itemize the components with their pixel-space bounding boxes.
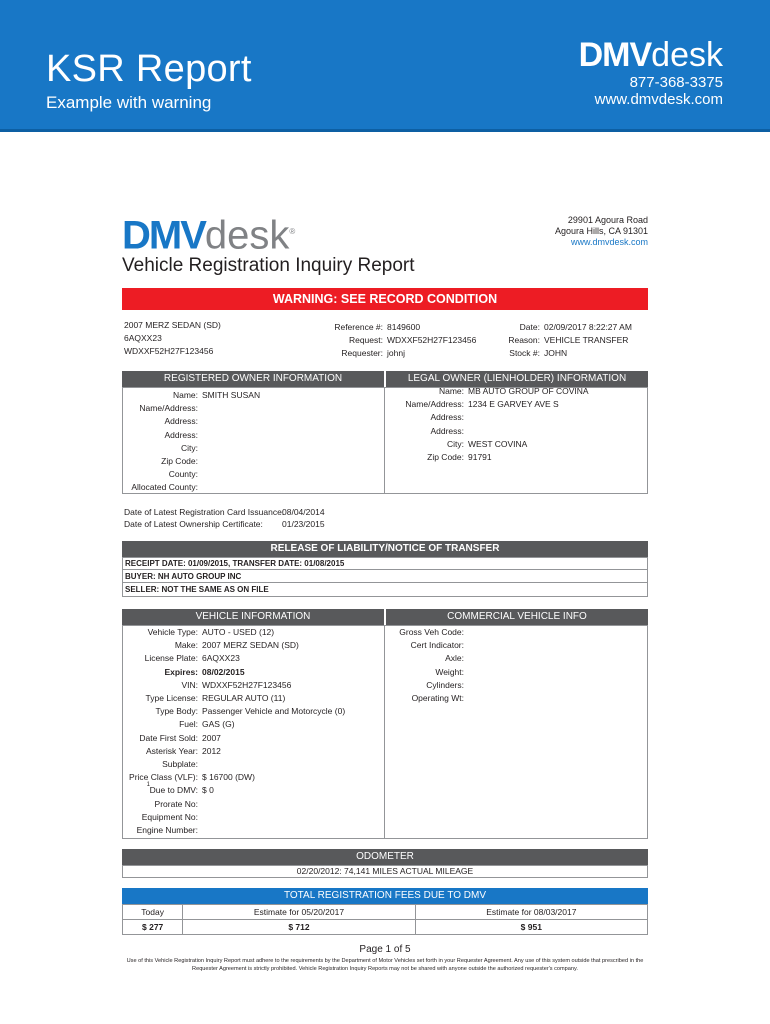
address-line-1: 29901 Agoura Road [567, 215, 648, 225]
stock-label: Stock #: [509, 348, 540, 358]
dmvdesk-document-logo: DMVdesk® [122, 213, 296, 258]
field-label: City: [181, 442, 198, 453]
field-value: GAS (G) [202, 719, 235, 730]
field-label: Address: [430, 425, 464, 436]
fees-table [122, 904, 648, 935]
field-value: WDXXF52H27F123456 [202, 679, 292, 690]
reference-label: Reference #: [334, 322, 383, 332]
page-number: Page 1 of 5 [359, 944, 411, 955]
release-divider [122, 582, 648, 583]
company-website-link[interactable]: www.dmvdesk.com [570, 237, 648, 247]
field-label: Address: [164, 416, 198, 427]
date-value: 02/09/2017 8:22:27 AM [544, 322, 632, 332]
field-value: REGULAR AUTO (11) [202, 693, 286, 703]
field-label: Expires: [164, 666, 198, 677]
field-value: 2007 MERZ SEDAN (SD) [202, 640, 299, 651]
header-banner [0, 0, 770, 132]
fees-column-estimate-2: Estimate for 08/03/2017 [415, 905, 647, 920]
field-value: 91791 [468, 452, 492, 462]
registration-card-date-label: Date of Latest Registration Card Issuance: [124, 507, 285, 517]
reference-value: 8149600 [387, 322, 421, 332]
field-label: Cylinders: [426, 679, 464, 690]
address-line-2: Agoura Hills, CA 91301 [554, 226, 648, 236]
summary-vehicle: 2007 MERZ SEDAN (SD) [124, 320, 221, 330]
fee-today: $ 277 [123, 920, 183, 935]
field-label: Equipment No: [141, 811, 198, 822]
warning-banner: WARNING: SEE RECORD CONDITION [122, 288, 648, 310]
requester-value: johnj [387, 348, 405, 358]
dmvdesk-logo: DMVdesk [578, 36, 723, 74]
release-buyer-line: BUYER: NH AUTO GROUP INC [125, 572, 242, 581]
field-label: Date First Sold: [139, 732, 198, 743]
field-label: Allocated County: [131, 482, 198, 493]
field-label: Cert Indicator: [410, 640, 464, 651]
commercial-info-box [384, 625, 648, 839]
request-value: WDXXF52H27F123456 [387, 335, 477, 345]
field-label: Type Body: [155, 706, 198, 717]
field-label: Gross Veh Code: [399, 627, 464, 637]
date-label: Date: [519, 322, 540, 332]
legal-owner-heading: LEGAL OWNER (LIENHOLDER) INFORMATION [386, 371, 648, 388]
field-value: Passenger Vehicle and Motorcycle (0) [202, 706, 346, 717]
field-label: Type License: [145, 693, 198, 703]
field-label: Prorate No: [154, 798, 198, 809]
footer-disclaimer: Use of this Vehicle Registration Inquiry Report must adhere to the requirements by the Department of Motor Vehicles set forth in your Requester Agreement. Any use of this system outside that prescribed in the Requester Agreement is strictly prohibited. Vehicle Registration Inquiry Reports may not be shared with anyone outside the authorized requester's company. [126, 958, 644, 972]
release-heading: RELEASE OF LIABILITY/NOTICE OF TRANSFER [122, 541, 648, 558]
vehicle-info-heading: VEHICLE INFORMATION [122, 609, 384, 626]
field-label: County: [168, 469, 198, 480]
stock-value: JOHN [544, 348, 568, 358]
field-label: Fuel: [179, 719, 198, 730]
commercial-info-heading: COMMERCIAL VEHICLE INFO [386, 609, 648, 626]
fees-column-estimate-1: Estimate for 05/20/2017 [183, 905, 415, 920]
summary-plate: 6AQXX23 [124, 333, 162, 343]
due-footnote-marker: 1 [146, 782, 150, 789]
field-value: MB AUTO GROUP OF COVINA [468, 386, 589, 396]
field-label: City: [447, 438, 464, 449]
field-label: License Plate: [144, 653, 198, 664]
field-label: Asterisk Year: [146, 745, 198, 756]
reason-value: VEHICLE TRANSFER [544, 335, 629, 345]
field-value: SMITH SUSAN [202, 390, 261, 400]
field-label: Operating Wt: [411, 693, 464, 703]
odometer-reading: 02/20/2012: 74,141 MILES ACTUAL MILEAGE [296, 866, 474, 876]
field-label: Address: [430, 412, 464, 423]
field-label: Name/Address: [139, 403, 198, 414]
reason-label: Reason: [508, 335, 540, 345]
field-label: Name: [172, 390, 198, 400]
field-value: 08/02/2015 [202, 666, 245, 677]
field-label: Make: [174, 640, 198, 651]
field-label: Zip Code: [427, 452, 464, 462]
field-label: Engine Number: [136, 825, 198, 835]
field-label: Price Class (VLF): [129, 772, 198, 783]
field-value: AUTO - USED (12) [202, 627, 275, 637]
requester-label: Requester: [341, 348, 383, 358]
request-label: Request: [348, 335, 383, 345]
fees-amount-row [123, 920, 648, 935]
field-value: 2007 [202, 732, 221, 743]
field-value: WEST COVINA [468, 438, 528, 449]
field-value: $ 0 [202, 785, 214, 796]
registration-card-date: 08/04/2014 [282, 507, 325, 517]
company-address [555, 215, 648, 248]
registered-owner-heading: REGISTERED OWNER INFORMATION [122, 371, 384, 388]
release-divider [122, 569, 648, 570]
ownership-certificate-date-label: Date of Latest Ownership Certificate: [124, 519, 263, 529]
brand-block [579, 38, 723, 108]
report-title: KSR Report [46, 48, 252, 90]
odometer-heading: ODOMETER [122, 849, 648, 866]
field-label: Name/Address: [405, 399, 464, 410]
field-value: 2012 [202, 745, 221, 756]
fee-estimate-1: $ 712 [183, 920, 415, 935]
fees-heading: TOTAL REGISTRATION FEES DUE TO DMV [122, 888, 648, 904]
field-label: Address: [164, 429, 198, 440]
fee-estimate-2: $ 951 [415, 920, 647, 935]
ownership-certificate-date: 01/23/2015 [282, 519, 325, 529]
fees-header-row [123, 905, 648, 920]
field-value: 6AQXX23 [202, 653, 240, 664]
brand-website-link[interactable]: www.dmvdesk.com [594, 91, 723, 108]
summary-vin: WDXXF52H27F123456 [124, 346, 214, 356]
field-label: Vehicle Type: [147, 627, 198, 637]
field-label: Axle: [445, 653, 464, 664]
field-label: Name: [438, 386, 464, 396]
field-label: Due to DMV: [149, 785, 198, 796]
field-label: Subplate: [162, 759, 198, 769]
release-seller-line: SELLER: NOT THE SAME AS ON FILE [125, 585, 269, 594]
document-title: Vehicle Registration Inquiry Report [122, 255, 415, 276]
field-label: VIN: [181, 679, 198, 690]
release-receipt-line: RECEIPT DATE: 01/09/2015, TRANSFER DATE: 01/08/2015 [125, 559, 345, 568]
field-label: Zip Code: [161, 456, 198, 466]
report-subtitle: Example with warning [46, 93, 212, 112]
field-label: Weight: [435, 666, 464, 677]
field-value: $ 16700 (DW) [202, 772, 255, 783]
field-value: 1234 E GARVEY AVE S [468, 399, 559, 410]
fees-column-today: Today [123, 905, 183, 920]
brand-phone: 877-368-3375 [629, 74, 723, 91]
